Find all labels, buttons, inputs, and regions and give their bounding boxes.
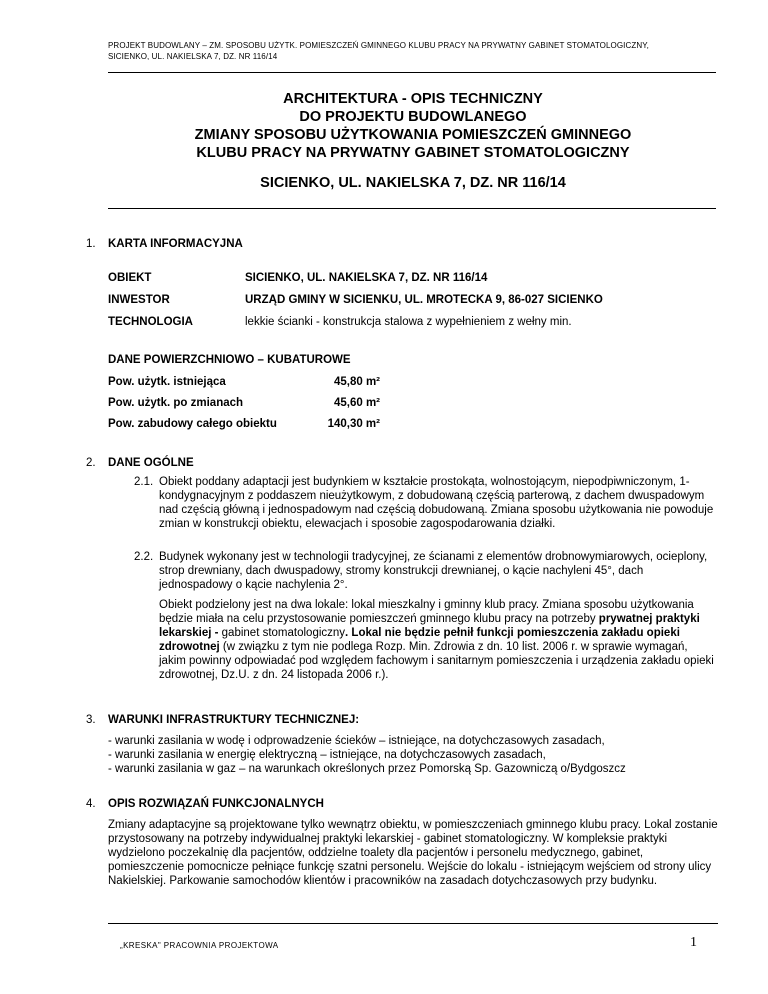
section-4-heading — [86, 797, 324, 811]
footer-rule — [108, 923, 718, 924]
area-label-built: Pow. zabudowy całego obiektu — [108, 418, 277, 430]
title-rule — [108, 208, 716, 209]
infrastructure-item-water: - warunki zasilania w wodę i odprowadzenie ścieków – istniejące, na dotychczasowych zasadach, — [108, 735, 605, 747]
paragraph-2-1-text: Obiekt poddany adaptacji jest budynkiem w kształcie prostokąta, wolnostojącym, niepodpiwniczonym, 1-kondygnacyjnym z poddaszem nieużytkowym, z dobudowaną częścią parterową, z dachem dwuspadowym nad częścią główną i jednospadowym nad częścią dobudowaną. Zmiana sposobu użytkowania nie powoduje zmian w konstrukcji obiektu, elewacjach i sposobie zagospodarowania działki. — [159, 476, 714, 530]
section-2-heading — [86, 456, 194, 470]
running-header — [108, 40, 718, 62]
title-line-4: KLUBU PRACY NA PRYWATNY GABINET STOMATOLOGICZNY — [196, 145, 630, 161]
footer-company: „KRESKA" PRACOWNIA PROJEKTOWA — [120, 941, 279, 950]
section-4-text: Zmiany adaptacyjne są projektowane tylko wewnątrz obiektu, w pomieszczeniach gminnego klubu pracy. Lokal zostanie przystosowany na potrzeby indywidualnej praktyki lekarskiej - gabinet stomatologiczny. W kompleksie praktyki wydzielono poczekalnię dla pacjentów, oddzielne toalety dla pacjentów i personelu medycznego, gabinet, pomieszczenie pomocnicze pełniące funkcję szatni personelu. Wejście do lokalu - istniejącym wejściem od strony ulicy Nakielskiej. Parkowanie samochodów klientów i pracowników na zasadach dotychczasowych przy budynku. — [108, 819, 718, 887]
section-4-number: 4. — [86, 798, 96, 810]
paragraph-2-1 — [134, 475, 716, 531]
infrastructure-item-electricity: - warunki zasilania w energię elektryczną – istniejące, na dotychczasowych zasadach, — [108, 749, 546, 761]
infrastructure-list — [108, 734, 718, 776]
area-value-built: 140,30 m² — [327, 418, 380, 430]
info-key-obiekt: OBIEKT — [108, 272, 152, 284]
section-2-title: DANE OGÓLNE — [108, 457, 194, 469]
paragraph-2-3-bold-practice: prywatnej praktyki lekarskiej - — [159, 613, 700, 639]
info-value-obiekt: SICIENKO, UL. NAKIELSKA 7, DZ. NR 116/14 — [245, 272, 488, 284]
title-line-1: ARCHITEKTURA - OPIS TECHNICZNY — [283, 91, 543, 107]
section-1-title: KARTA INFORMACYJNA — [108, 238, 243, 250]
area-label-existing: Pow. użytk. istniejąca — [108, 376, 226, 388]
paragraph-2-2 — [134, 550, 716, 592]
info-key-inwestor: INWESTOR — [108, 294, 170, 306]
paragraph-2-3-bold-notice: . Lokal nie będzie pełnił funkcji pomieszczenia zakładu opieki zdrowotnej — [159, 627, 680, 653]
title-line-2: DO PROJEKTU BUDOWLANEGO — [299, 109, 527, 125]
paragraph-2-2-text: Budynek wykonany jest w technologii tradycyjnej, ze ścianami z elementów drobnowymiarowych, ocieplony, strop drewniany, dach dwuspadowy, stromy konstrukcji drewnianej, o kącie nachyleni 45°, dach jednospadowy o kącie nachylenia 2°. — [159, 551, 708, 591]
section-3-number: 3. — [86, 714, 96, 726]
paragraph-2-3-part-a: Obiekt podzielony jest na dwa lokale: lokal mieszkalny i gminny klub pracy. Zmiana sposobu użytkowania będzie miała na celu przystosowanie pomieszczeń gminnego klubu pracy na potrzeby — [159, 599, 694, 625]
section-1-heading — [86, 237, 243, 251]
infrastructure-item-gas: - warunki zasilania w gaz – na warunkach określonych przez Pomorską Sp. Gazowniczą o/Bydgoszcz — [108, 763, 626, 775]
info-key-technologia: TECHNOLOGIA — [108, 316, 193, 328]
paragraph-2-3-part-c: gabinet stomatologiczny — [218, 627, 346, 639]
section-1-number: 1. — [86, 238, 96, 250]
title-line-3: ZMIANY SPOSOBU UŻYTKOWANIA POMIESZCZEŃ GMINNEGO — [194, 127, 632, 143]
info-value-inwestor: URZĄD GMINY W SICIENKU, UL. MROTECKA 9, 86-027 SICIENKO — [245, 294, 603, 306]
running-header-line-1: PROJEKT BUDOWLANY – ZM. SPOSOBU UŻYTK. POMIESZCZEŃ GMINNEGO KLUBU PRACY NA PRYWATNY GABINET STOMATOLOGICZNY, — [108, 41, 649, 50]
area-label-after: Pow. użytk. po zmianach — [108, 397, 244, 409]
area-value-existing: 45,80 m² — [333, 376, 380, 388]
info-value-technologia: lekkie ścianki - konstrukcja stalowa z wypełnieniem z wełny min. — [245, 316, 572, 328]
section-3-title: WARUNKI INFRASTRUKTURY TECHNICZNEJ: — [108, 714, 360, 726]
areas-heading: DANE POWIERZCHNIOWO – KUBATUROWE — [108, 354, 351, 366]
section-4-title: OPIS ROZWIĄZAŃ FUNKCJONALNYCH — [108, 798, 324, 810]
document-title — [108, 90, 718, 162]
paragraph-2-3 — [159, 598, 714, 682]
section-2-number: 2. — [86, 457, 96, 469]
header-rule — [108, 72, 716, 73]
area-value-after: 45,60 m² — [333, 397, 380, 409]
paragraph-2-1-number: 2.1. — [134, 476, 154, 488]
running-header-line-2: SICIENKO, UL. NAKIELSKA 7, DZ. NR 116/14 — [108, 52, 278, 61]
paragraph-2-2-number: 2.2. — [134, 551, 154, 563]
document-subtitle: SICIENKO, UL. NAKIELSKA 7, DZ. NR 116/14 — [260, 175, 566, 191]
page-number: 1 — [690, 935, 697, 950]
paragraph-2-3-part-e: (w związku z tym nie podlega Rozp. Min. Zdrowia z dn. 10 list. 2006 r. w sprawie wymagań, jakim powinny odpowiadać pod względem fachowym i sanitarnym pomieszczenia i urządzenia zakładu opieki zdrowotnej, Dz.U. z dn. 24 listopada 2006 r.). — [159, 641, 714, 681]
section-3-heading — [86, 713, 359, 727]
